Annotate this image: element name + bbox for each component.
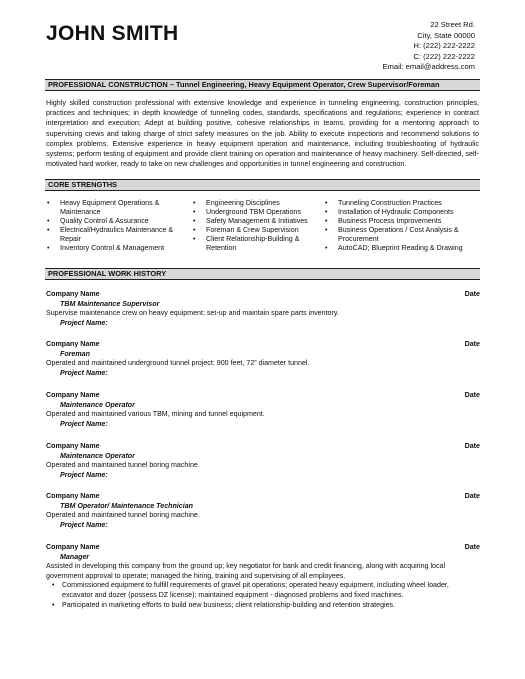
strength-item: • Installation of Hydraulic Components xyxy=(325,208,480,217)
home-phone: H: (222) 222-2222 xyxy=(413,41,475,51)
company-name: Company Name xyxy=(46,290,100,298)
job-description: Operated and maintained underground tunnel project: 900 feet, 72” diameter tunnel. xyxy=(46,359,310,368)
candidate-name: JOHN SMITH xyxy=(46,22,179,45)
core-strengths-heading: CORE STRENGTHS xyxy=(48,180,117,189)
company-name: Company Name xyxy=(46,442,100,450)
job-title: Maintenance Operator xyxy=(60,400,135,409)
project-name: Project Name: xyxy=(60,368,108,377)
strength-item: • Engineering Disciplines xyxy=(193,199,321,208)
job-date: Date xyxy=(464,543,480,551)
strength-item: • Quality Control & Assurance xyxy=(47,217,187,226)
project-name: Project Name: xyxy=(60,318,108,327)
job-title: Maintenance Operator xyxy=(60,451,135,460)
professional-heading: PROFESSIONAL CONSTRUCTION xyxy=(48,80,168,89)
strength-item: • Tunneling Construction Practices xyxy=(325,199,480,208)
project-name: Project Name: xyxy=(60,419,108,428)
job-date: Date xyxy=(464,340,480,348)
job-entry xyxy=(46,492,480,530)
job-description: Operated and maintained tunnel boring machine. xyxy=(46,461,200,470)
job-title: TBM Maintenance Supervisor xyxy=(60,299,160,308)
project-name: Project Name: xyxy=(60,520,108,529)
strength-item: • AutoCAD; Blueprint Reading & Drawing xyxy=(325,244,480,253)
strengths-column-3 xyxy=(325,199,480,252)
professional-heading-bar xyxy=(45,79,480,91)
job-entry xyxy=(46,290,480,328)
email-line: Email: email@address.com xyxy=(382,62,475,72)
strength-item: • Business Process Improvements xyxy=(325,217,480,226)
company-name: Company Name xyxy=(46,391,100,399)
work-history-heading: PROFESSIONAL WORK HISTORY xyxy=(48,269,167,278)
achievement-item: • Participated in marketing efforts to build new business; client relationship-building and retention strategies. xyxy=(46,601,480,611)
job-title: Foreman xyxy=(60,349,90,358)
strength-item: • Underground TBM Operations xyxy=(193,208,321,217)
strengths-column-2 xyxy=(193,199,321,252)
job-entry xyxy=(46,442,480,480)
core-strengths-heading-bar xyxy=(45,179,480,191)
job-date: Date xyxy=(464,290,480,298)
strength-item: • Heavy Equipment Operations & Maintenance xyxy=(47,199,187,217)
strength-item: • Electrical/Hydraulics Maintenance & Repair xyxy=(47,226,187,244)
job-entry xyxy=(46,391,480,429)
work-history-heading-bar xyxy=(45,268,480,280)
achievement-item: • Commissioned equipment to fulfill requirements of gravel pit operations; operated heavy equipment, including wheel loader, excavator and dozer (possess DZ license); maintained equipment - diagnosed problems and fixed machines. xyxy=(46,581,480,600)
job-description: Assisted in developing this company from the ground up; key negotiator for bank and credit financing, along with acquiring local government approval to operate; managed the hiring, training and supervising of all employees. xyxy=(46,562,446,580)
job-description: Supervise maintenance crew on heavy equipment; set-up and maintain spare parts inventory. xyxy=(46,309,339,318)
strength-item: • Safety Management & Initiatives xyxy=(193,217,321,226)
project-name: Project Name: xyxy=(60,470,108,479)
strength-item: • Client Relationship-Building & Retention xyxy=(193,235,321,253)
city-state-line: City, State 00000 xyxy=(417,30,475,40)
strength-item: • Business Operations / Cost Analysis & Procurement xyxy=(325,226,480,244)
professional-subheading: – Tunnel Engineering, Heavy Equipment Operator, Crew Supervisor/Foreman xyxy=(167,80,440,89)
job-description: Operated and maintained various TBM, mining and tunnel equipment. xyxy=(46,410,265,419)
job-title: Manager xyxy=(60,552,90,561)
job-date: Date xyxy=(464,391,480,399)
job-description: Operated and maintained tunnel boring machine. xyxy=(46,511,200,520)
strength-item: • Foreman & Crew Supervision xyxy=(193,226,321,235)
cell-phone: C: (222) 222-2222 xyxy=(413,51,475,61)
company-name: Company Name xyxy=(46,340,100,348)
summary-paragraph: Highly skilled construction professional with extensive knowledge and experience in tunneling engineering, construction principles, practices and techniques; in depth knowledge of tunneling codes, standards, specifications and regulations; experience in contract interpretation and execution; Adept at building positive, cohesive relationships in teams, providing for a mentoring approach to supervising crews and taking charge of strict safety measures on the job. Ability to execute inspections and recommend solutions to complex problems. Extensive experience in heavy equipment operation and maintenance, including troubleshooting of hydraulic systems; perform testing of equipment and provide client training on operation and maintenance of heavy machinery. Self-directed, self-motivated hard worker, ready to take on new challenges and opportunities in tunnel engineering and construction. xyxy=(46,98,479,169)
job-title: TBM Operator/ Maintenance Technician xyxy=(60,501,193,510)
strengths-column-1 xyxy=(47,199,187,252)
job-date: Date xyxy=(464,492,480,500)
achievement-list xyxy=(46,581,480,610)
job-date: Date xyxy=(464,442,480,450)
job-entry xyxy=(46,340,480,378)
contact-block xyxy=(382,20,475,73)
company-name: Company Name xyxy=(46,543,100,551)
address-line: 22 Street Rd. xyxy=(430,20,475,29)
job-entry xyxy=(46,543,480,610)
strength-item: • Inventory Control & Management xyxy=(47,244,187,253)
company-name: Company Name xyxy=(46,492,100,500)
